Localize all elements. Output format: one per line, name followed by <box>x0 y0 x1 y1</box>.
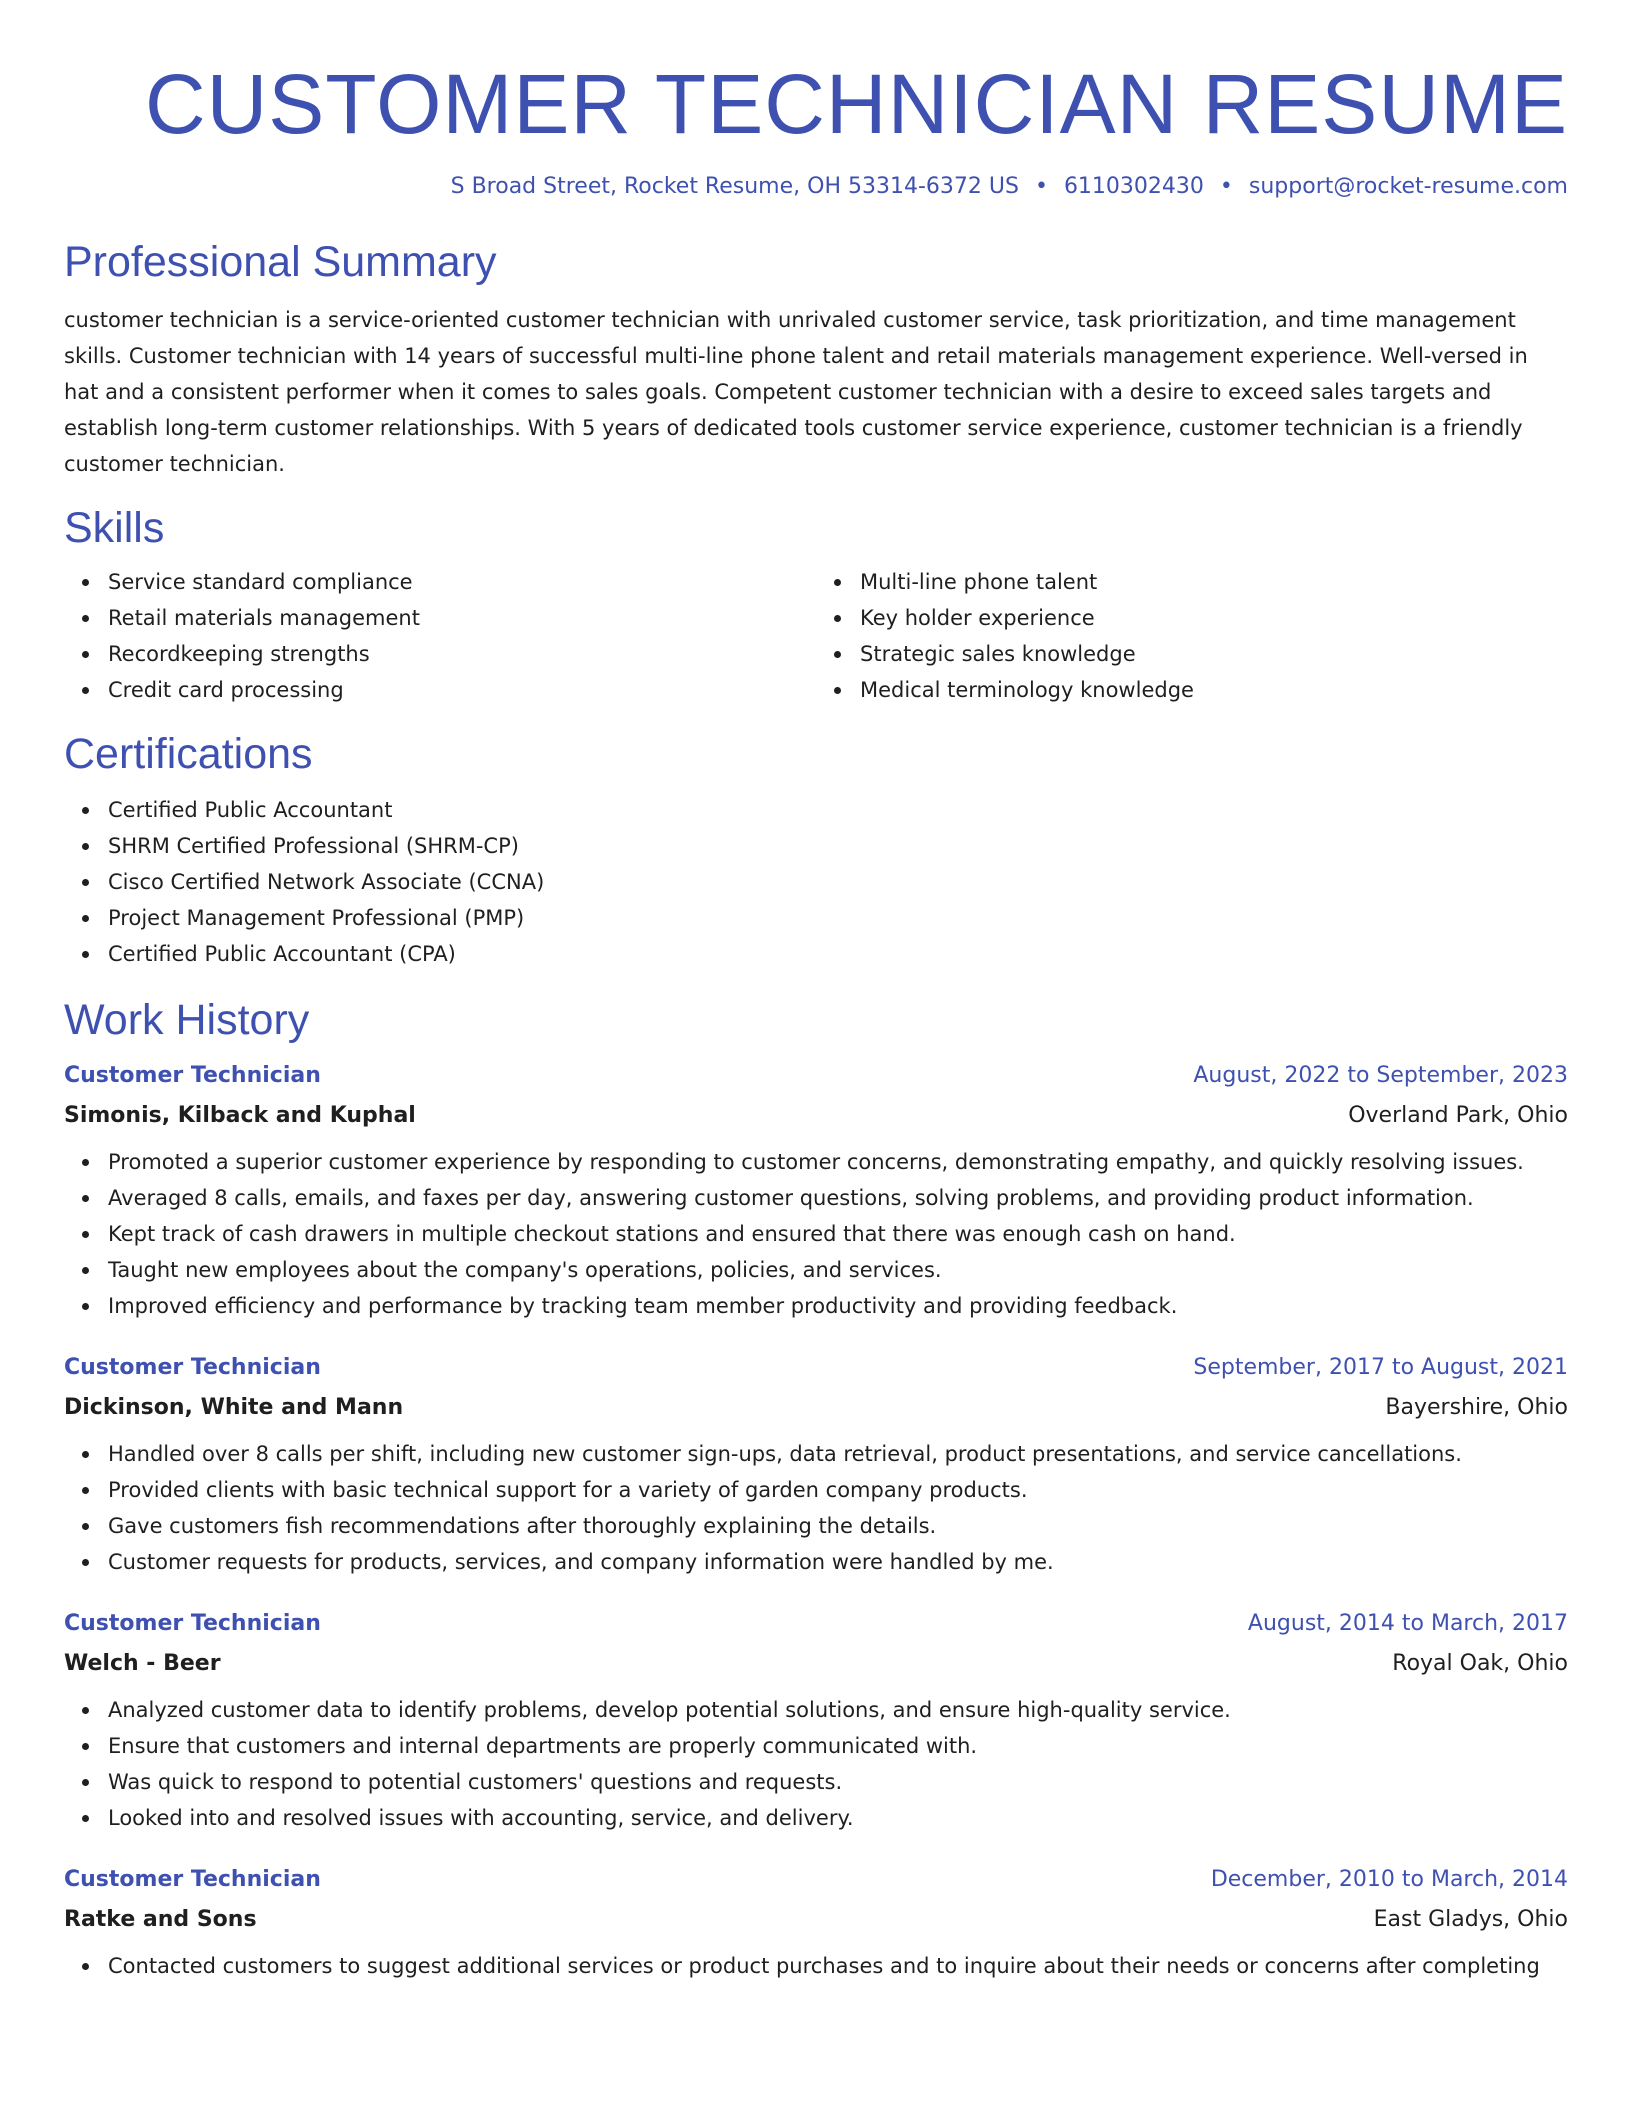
certifications-heading: Certifications <box>64 730 313 778</box>
skills-columns <box>64 564 1568 708</box>
job-dates: September, 2017 to August, 2021 <box>1193 1355 1568 1380</box>
resume-title: CUSTOMER TECHNICIAN RESUME <box>144 57 1568 151</box>
job-location: Bayershire, Ohio <box>1385 1395 1568 1420</box>
certification-item: Certified Public Accountant (CPA) <box>108 936 1568 972</box>
contact-line <box>64 172 1568 202</box>
job-location: East Gladys, Ohio <box>1373 1907 1568 1932</box>
certification-item: Certified Public Accountant <box>108 792 1568 828</box>
job-bullet: Averaged 8 calls, emails, and faxes per day, answering customer questions, solving problems, and providing product information. <box>108 1180 1568 1216</box>
job-entry <box>64 1860 1568 1984</box>
certification-item: Cisco Certified Network Associate (CCNA) <box>108 864 1568 900</box>
job-bullets <box>64 1144 1568 1324</box>
job-title: Customer Technician <box>64 1063 321 1088</box>
job-bullet: Was quick to respond to potential customers' questions and requests. <box>108 1764 1568 1800</box>
job-title-row <box>64 1348 1568 1388</box>
job-bullet: Ensure that customers and internal departments are properly communicated with. <box>108 1728 1568 1764</box>
job-title: Customer Technician <box>64 1355 321 1380</box>
job-entry <box>64 1604 1568 1836</box>
certification-item: Project Management Professional (PMP) <box>108 900 1568 936</box>
job-entry <box>64 1348 1568 1580</box>
job-company: Ratke and Sons <box>64 1907 257 1932</box>
summary-text: customer technician is a service-oriented customer technician with unrivaled customer service, task prioritization, and time management skills. Customer technician with 14 years of successful multi-line phone talent and retail materials management experience. Well-versed in hat and a consistent performer when it comes to sales goals. Competent customer technician with a desire to exceed sales targets and establish long-term customer relationships. With 5 years of dedicated tools customer service experience, customer technician is a friendly customer technician. <box>64 308 1528 476</box>
job-company: Dickinson, White and Mann <box>64 1395 404 1420</box>
skill-item: Medical terminology knowledge <box>860 672 1568 708</box>
certifications-list <box>64 792 1568 972</box>
certification-item: SHRM Certified Professional (SHRM-CP) <box>108 828 1568 864</box>
resume-page <box>64 0 1568 1984</box>
job-bullet: Analyzed customer data to identify problems, develop potential solutions, and ensure high-quality service. <box>108 1692 1568 1728</box>
job-company: Welch - Beer <box>64 1651 221 1676</box>
job-bullet: Looked into and resolved issues with accounting, service, and delivery. <box>108 1800 1568 1836</box>
job-bullet: Gave customers fish recommendations after thoroughly explaining the details. <box>108 1508 1568 1544</box>
job-company-row <box>64 1388 1568 1428</box>
job-bullets <box>64 1948 1568 1984</box>
skills-list-left <box>64 564 816 708</box>
summary-heading: Professional Summary <box>64 238 497 286</box>
job-company-row <box>64 1644 1568 1684</box>
skills-list-right <box>816 564 1568 708</box>
job-dates: December, 2010 to March, 2014 <box>1210 1867 1568 1892</box>
job-bullet: Kept track of cash drawers in multiple checkout stations and ensured that there was enough cash on hand. <box>108 1216 1568 1252</box>
job-title-row <box>64 1056 1568 1096</box>
job-location: Royal Oak, Ohio <box>1392 1651 1568 1676</box>
job-bullet: Provided clients with basic technical support for a variety of garden company products. <box>108 1472 1568 1508</box>
job-title: Customer Technician <box>64 1611 321 1636</box>
skill-item: Key holder experience <box>860 600 1568 636</box>
job-company: Simonis, Kilback and Kuphal <box>64 1103 416 1128</box>
job-company-row <box>64 1096 1568 1136</box>
skill-item: Retail materials management <box>108 600 816 636</box>
job-bullet: Handled over 8 calls per shift, including new customer sign-ups, data retrieval, product presentations, and service cancellations. <box>108 1436 1568 1472</box>
job-entry <box>64 1056 1568 1324</box>
work-history-heading: Work History <box>64 996 310 1044</box>
skill-item: Recordkeeping strengths <box>108 636 816 672</box>
job-company-row <box>64 1900 1568 1940</box>
job-bullet: Improved efficiency and performance by tracking team member productivity and providing feedback. <box>108 1288 1568 1324</box>
job-dates: August, 2014 to March, 2017 <box>1247 1611 1568 1636</box>
job-bullets <box>64 1692 1568 1836</box>
skill-item: Multi-line phone talent <box>860 564 1568 600</box>
skill-item: Service standard compliance <box>108 564 816 600</box>
job-bullet: Promoted a superior customer experience by responding to customer concerns, demonstrating empathy, and quickly resolving issues. <box>108 1144 1568 1180</box>
job-bullet: Taught new employees about the company's operations, policies, and services. <box>108 1252 1568 1288</box>
job-dates: August, 2022 to September, 2023 <box>1193 1063 1568 1088</box>
job-title-row <box>64 1604 1568 1644</box>
contact-phone: 6110302430 <box>1063 174 1204 199</box>
job-bullets <box>64 1436 1568 1580</box>
job-title: Customer Technician <box>64 1867 321 1892</box>
contact-email[interactable]: support@rocket-resume.com <box>1248 174 1568 199</box>
job-bullet: Customer requests for products, services, and company information were handled by me. <box>108 1544 1568 1580</box>
job-bullet: Contacted customers to suggest additional services or product purchases and to inquire about their needs or concerns after completing <box>108 1948 1568 1984</box>
contact-address: S Broad Street, Rocket Resume, OH 53314-6372 US <box>450 174 1019 199</box>
skills-heading: Skills <box>64 504 165 552</box>
contact-separator: • <box>1034 174 1048 199</box>
skill-item: Strategic sales knowledge <box>860 636 1568 672</box>
job-location: Overland Park, Ohio <box>1348 1103 1568 1128</box>
skill-item: Credit card processing <box>108 672 816 708</box>
contact-separator: • <box>1219 174 1233 199</box>
job-title-row <box>64 1860 1568 1900</box>
